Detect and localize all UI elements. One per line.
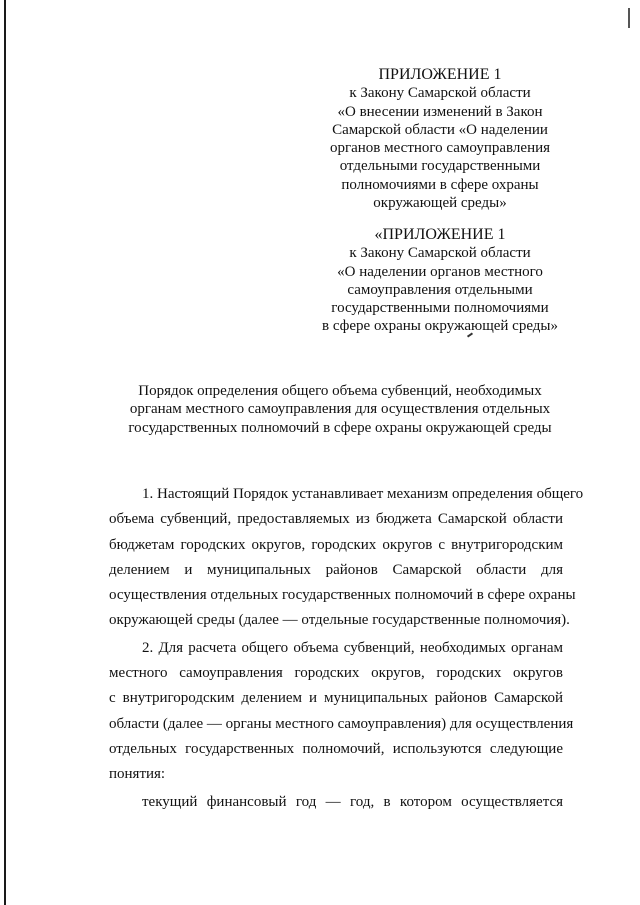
- title-line: Порядок определения общего объема субвенций, необходимых: [138, 383, 542, 399]
- appendix-1-line: органов местного самоуправления: [329, 140, 551, 157]
- body-line: осуществления отдельных государственных полномочий в сфере охраны: [109, 587, 576, 604]
- title-line: государственных полномочий в сфере охраны окружающей среды: [128, 419, 552, 436]
- body-line: 1. Настоящий Порядок устанавливает механизм определения общего: [142, 486, 584, 502]
- paragraph-2: [76, 636, 574, 788]
- body-line: области (далее — органы местного самоуправления) для осуществления: [109, 715, 574, 732]
- appendix-1-line: к Закону Самарской области: [349, 85, 531, 102]
- body-line: текущий финансовый год — год, в котором осуществляется: [142, 793, 563, 810]
- body-line: делением и муниципальных районов Самарской области для: [109, 561, 563, 578]
- appendix-2-line: «О наделении органов местного: [337, 263, 543, 280]
- body-line: окружающей среды (далее — отдельные государственные полномочия).: [109, 612, 570, 629]
- body-line: местного самоуправления городских округов, городских округов: [109, 665, 563, 682]
- page-left-border: [4, 0, 6, 905]
- document-title: [60, 382, 620, 437]
- body-line: объема субвенций, предоставляемых из бюджета Самарской области: [109, 511, 563, 528]
- appendix-2-line: самоуправления отдельными: [347, 281, 533, 298]
- paragraph-3: [76, 790, 563, 815]
- appendix-2-line: государственными полномочиями: [331, 300, 549, 317]
- scan-mark: [628, 8, 630, 28]
- title-line: органам местного самоуправления для осуществления отдельных: [129, 401, 551, 418]
- appendix-1-block: [310, 66, 570, 212]
- body-line: 2. Для расчета общего объема субвенций, необходимых органам: [142, 639, 563, 656]
- appendix-1-line: «О внесении изменений в Закон: [337, 103, 543, 120]
- body-line: с внутригородским делением и муниципальных районов Самарской: [109, 690, 563, 707]
- paragraph-1: [76, 482, 584, 634]
- body-line: понятия:: [109, 766, 166, 783]
- appendix-1-line: отдельными государственными: [339, 158, 541, 175]
- appendix-1-line: Самарской области «О наделении: [332, 121, 548, 138]
- appendix-1-line: окружающей среды»: [373, 195, 507, 212]
- appendix-1-heading: ПРИЛОЖЕНИЕ 1: [378, 66, 502, 83]
- appendix-1-line: полномочиями в сфере охраны: [341, 176, 539, 193]
- body-line: бюджетам городских округов, городских округов с внутригородским: [109, 536, 563, 553]
- appendix-2-heading: «ПРИЛОЖЕНИЕ 1: [374, 226, 506, 243]
- document-body: [76, 482, 584, 817]
- appendix-2-line: к Закону Самарской области: [349, 245, 531, 262]
- appendix-2-line: в сфере охраны окружающей среды»: [321, 318, 559, 335]
- body-line: отдельных государственных полномочий, используются следующие: [109, 740, 563, 757]
- appendix-2-block: [310, 226, 570, 336]
